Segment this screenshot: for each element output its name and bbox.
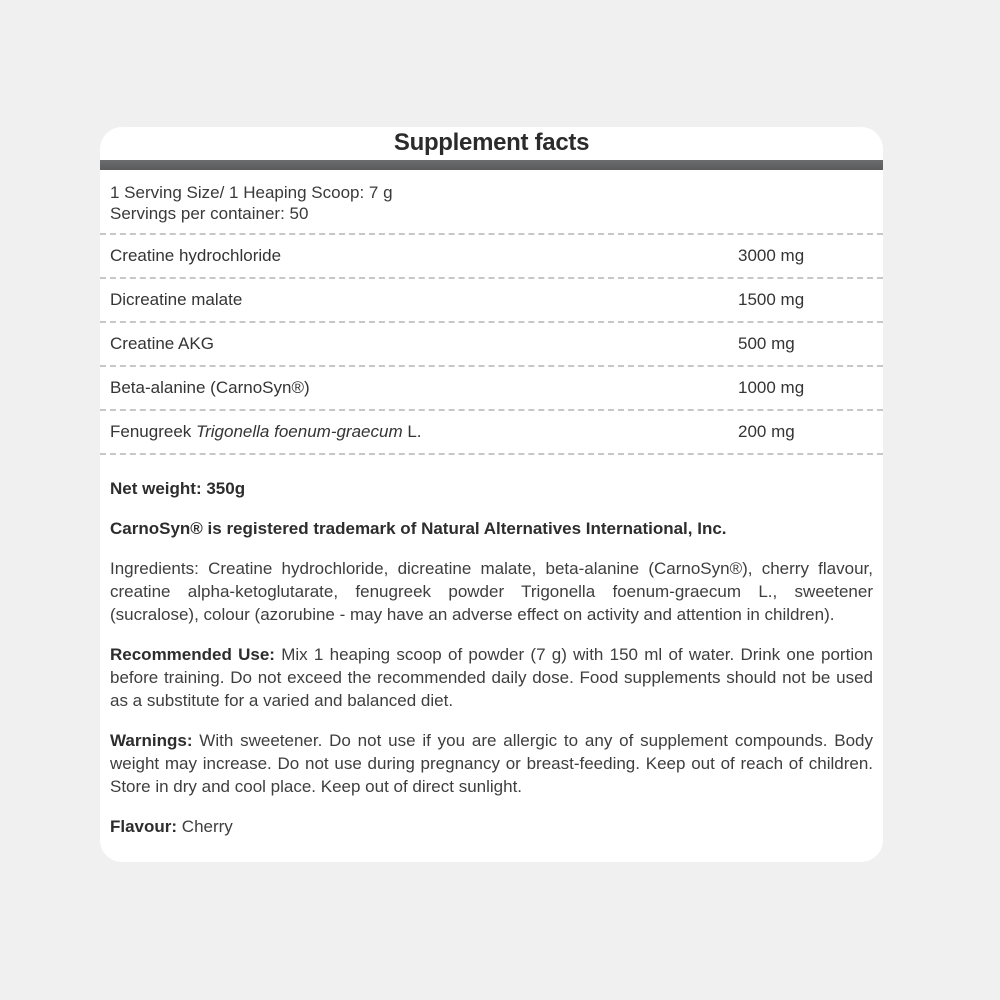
recommended-use-text: Mix 1 heaping scoop of powder (7 g) with 150 ml of water. Drink one portion before training. Do not exceed the recommended daily dose. Food supplements should not be used as a substitute for a varied and balanced diet. xyxy=(110,645,874,710)
ingredient-name: Creatine hydrochloride xyxy=(110,246,282,265)
ingredient-row xyxy=(110,235,873,277)
ingredient-amount: 3000 mg xyxy=(738,246,805,265)
ingredient-row xyxy=(110,411,873,453)
ingredient-name-suffix: L. xyxy=(402,422,422,441)
page-title: Supplement facts xyxy=(393,129,590,156)
card-content xyxy=(100,170,883,862)
serving-size-line: 1 Serving Size/ 1 Heaping Scoop: 7 g xyxy=(110,183,393,202)
warnings-paragraph xyxy=(110,729,873,798)
serving-info xyxy=(110,170,873,233)
ingredient-amount: 200 mg xyxy=(738,422,795,441)
ingredient-row xyxy=(110,323,873,365)
ingredient-row xyxy=(110,367,873,409)
ingredient-name: Creatine AKG xyxy=(110,334,214,353)
ingredient-amount: 500 mg xyxy=(738,334,795,353)
details-section xyxy=(110,455,873,862)
flavour-label: Flavour: xyxy=(110,817,178,836)
flavour-text: Cherry xyxy=(177,817,233,836)
header-divider-bar xyxy=(100,160,883,170)
servings-per-container-line: Servings per container: 50 xyxy=(110,204,309,223)
ingredient-amount: 1500 mg xyxy=(738,290,805,309)
warnings-text: With sweetener. Do not use if you are allergic to any of supplement compounds. Body weight may increase. Do not use during pregnancy or breast-feeding. Keep out of reach of children. Store in dry and cool place. Keep out of direct sunlight. xyxy=(110,731,873,796)
ingredients-paragraph: Ingredients: Creatine hydrochloride, dicreatine malate, beta-alanine (CarnoSyn®), cherry flavour, creatine alpha-ketoglutarate, fenugreek powder Trigonella foenum-graecum L., sweetener (sucralose), colour (azorubine - may have an adverse effect on activity and attention in children). xyxy=(110,559,873,624)
ingredient-latin-name: Trigonella foenum-graecum xyxy=(196,422,403,441)
flavour-line xyxy=(110,815,873,838)
recommended-use-label: Recommended Use: xyxy=(110,645,275,664)
ingredient-name-prefix: Fenugreek xyxy=(110,422,196,441)
ingredient-name: Beta-alanine (CarnoSyn®) xyxy=(110,378,310,397)
ingredient-name xyxy=(110,422,738,442)
net-weight-line: Net weight: 350g xyxy=(110,479,246,498)
ingredient-name: Dicreatine malate xyxy=(110,290,243,309)
recommended-use-paragraph xyxy=(110,643,873,712)
warnings-label: Warnings: xyxy=(110,731,193,750)
supplement-facts-card xyxy=(100,127,883,862)
ingredient-amount: 1000 mg xyxy=(738,378,805,397)
ingredient-row xyxy=(110,279,873,321)
trademark-note: CarnoSyn® is registered trademark of Natural Alternatives International, Inc. xyxy=(110,519,727,538)
